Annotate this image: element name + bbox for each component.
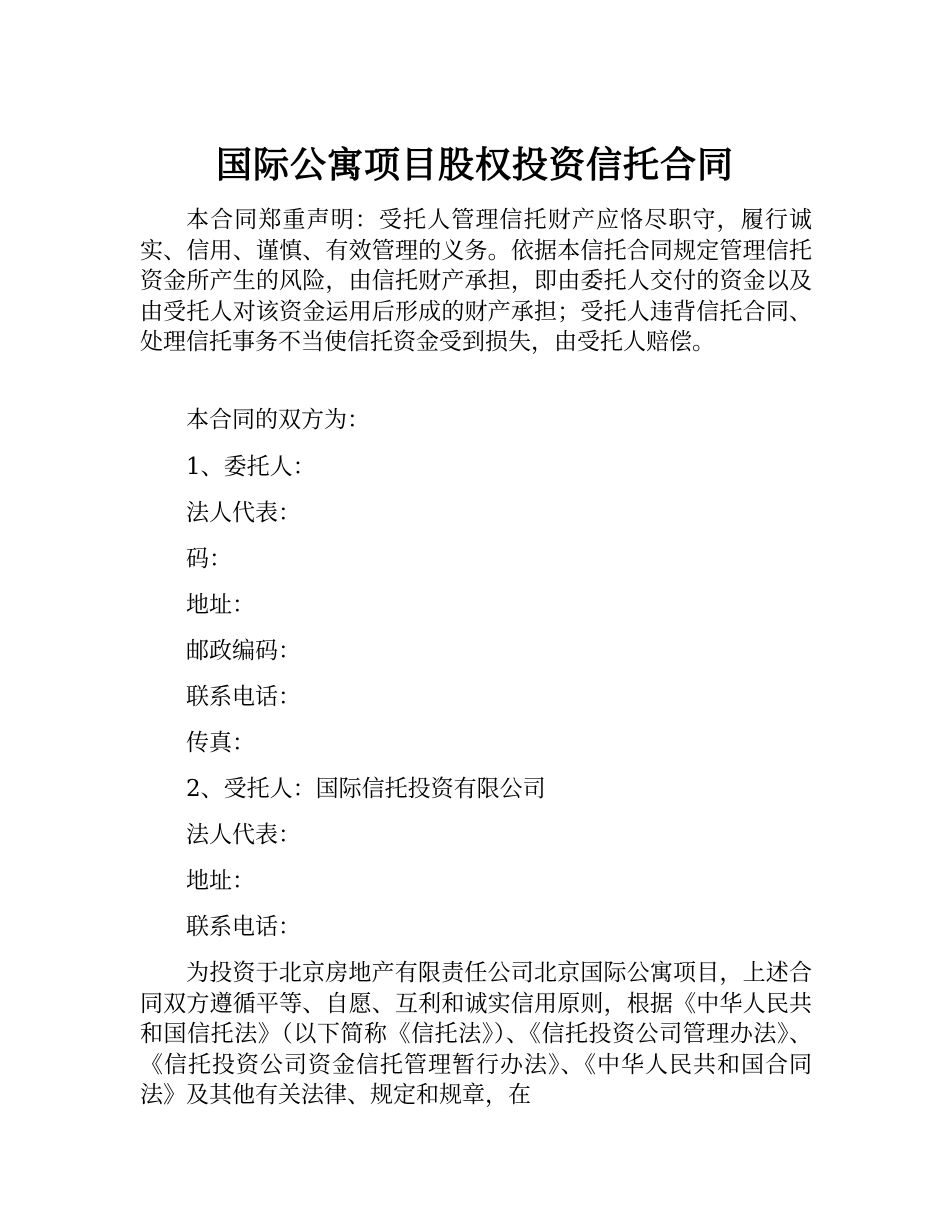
party2-label: 2、受托人：国际信托投资有限公司 xyxy=(186,776,546,802)
party1-address: 地址： xyxy=(186,592,255,618)
document-title: 国际公寓项目股权投资信托合同 xyxy=(215,145,734,187)
party1-phone: 联系电话： xyxy=(186,684,301,710)
closing-paragraph: 为投资于北京房地产有限责任公司北京国际公寓项目，上述合同双方遵循平等、自愿、互利和诚实信用原则，根据《中华人民共和国信托法》（以下简称《信托法》）、《信托投资公司管理办法》、《信托投资公司资金信托管理暂行办法》、《中华人民共和国合同法》及其他有关法律、规定和规章，在 xyxy=(140,960,812,1108)
party1-code: 码： xyxy=(186,546,232,572)
party1-fax: 传真： xyxy=(186,730,255,756)
party2-legal-rep: 法人代表： xyxy=(186,822,301,848)
party1-label: 1、委托人： xyxy=(186,454,316,480)
intro-paragraph: 本合同郑重声明：受托人管理信托财产应恪尽职守，履行诚实、信用、谨慎、有效管理的义务。依据本信托合同规定管理信托资金所产生的风险，由信托财产承担，即由委托人交付的资金以及由受托人对该资金运用后形成的财产承担；受托人违背信托合同、处理信托事务不当使信托资金受到损失，由受托人赔偿。 xyxy=(140,207,812,355)
party2-phone: 联系电话： xyxy=(186,914,301,940)
party1-legal-rep: 法人代表： xyxy=(186,500,301,526)
parties-heading: 本合同的双方为： xyxy=(186,407,370,433)
party1-postcode: 邮政编码： xyxy=(186,638,301,664)
party2-address: 地址： xyxy=(186,868,255,894)
